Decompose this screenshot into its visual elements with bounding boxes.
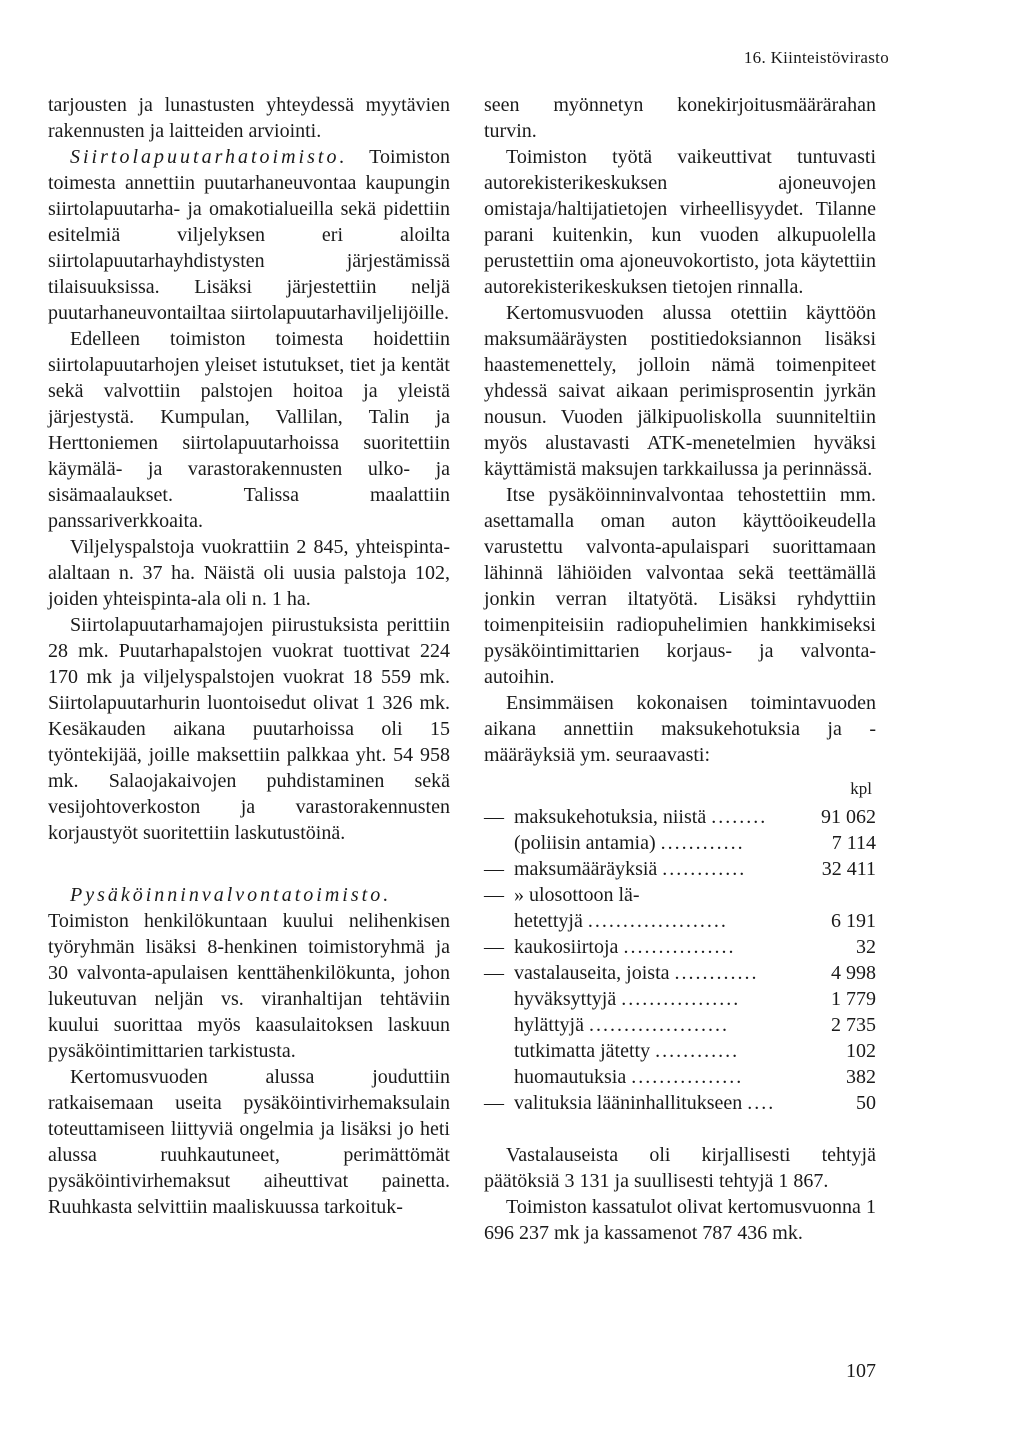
row-value: 2 735 — [831, 1014, 876, 1036]
table-row — [484, 1038, 876, 1064]
row-label: (poliisin antamia) — [514, 832, 656, 854]
page-number: 107 — [846, 1360, 876, 1382]
leader-dots: ................. — [621, 988, 741, 1010]
row-value: 32 411 — [821, 858, 876, 880]
leader-dots: ............ — [662, 858, 747, 880]
row-label: hetettyjä — [514, 910, 583, 932]
row-value: 91 062 — [821, 806, 876, 828]
paragraph-text: Toimiston henkilökuntaan kuului nelihenkisen työryhmän lisäksi 8-henkinen toimistoryhmä ja 30 valvonta-apulaisen kenttähenkilökunta, johon lukeutuvan neljän vs. viranhaltijan tehtäviin kuului suorittaa myös kaasulaitoksen laskuun pysäköintimittarien tarkistusta. — [48, 910, 450, 1062]
row-value: 6 191 — [831, 910, 876, 932]
row-label-cell — [514, 1064, 812, 1090]
paragraph — [48, 144, 450, 326]
row-label: hyväksyttyjä — [514, 988, 617, 1010]
row-label-cell — [514, 856, 812, 882]
paragraph: Kertomusvuoden alussa otettiin käyttöön maksumääräysten postitiedoksiannon lisäksi haastemenettely, jolloin nämä toimenpiteet yhdessä saivat aikaan perimisprosentin jyrkän nousun. Vuoden jälkipuoliskolla suunniteltiin myös alustavasti ATK-menetelmien hyväksi käyttämistä maksujen tarkkailussa ja perinnässä. — [484, 302, 876, 480]
row-dash: — — [484, 936, 504, 958]
row-label: hylättyjä — [514, 1014, 584, 1036]
leader-dots: .... — [747, 1092, 776, 1114]
row-label-cell — [514, 882, 812, 908]
row-label-cell — [514, 908, 812, 934]
paragraph-text: Toimiston toimesta annettiin puutarhaneuvontaa kaupungin siirtolapuutarha- ja omakotialueilla sekä pidettiin esitelmiä viljelyksen eri aloilta siirtolapuutarhayhdistysten järjestämissä tilaisuuksissa. Lisäksi järjestettiin neljä puutarhaneuvontailtaa siirtolapuutarhaviljelijöille. — [48, 146, 450, 324]
paragraph — [48, 882, 450, 1064]
row-value: 32 — [856, 936, 876, 958]
table-row — [484, 934, 876, 960]
row-label: maksukehotuksia, niistä — [514, 806, 707, 828]
table-row — [484, 908, 876, 934]
row-label: vastalauseita, joista — [514, 962, 670, 984]
row-value: 7 114 — [831, 832, 876, 854]
right-column — [484, 92, 876, 1246]
row-label: kaukosiirtoja — [514, 936, 619, 958]
section-heading: Pysäköinninvalvontatoimisto. — [70, 884, 392, 906]
row-label-cell — [514, 1038, 812, 1064]
paragraph: Siirtolapuutarhamajojen piirustuksista perittiin 28 mk. Puutarhapalstojen vuokrat tuottivat 224 170 mk ja viljelyspalstojen vuokrat 18 559 mk. Siirtolapuutarhurin luontoisedut olivat 1 326 mk. Kesäkauden aikana puutarhoissa oli 15 työntekijää, joille maksettiin palkkaa yht. 54 958 mk. Salaojakaivojen puhdistaminen sekä vesijohtoverkoston ja varastorakennusten korjaustyöt suoritettiin laskutustöinä. — [48, 614, 450, 844]
paragraph: Toimiston kassatulot olivat kertomusvuonna 1 696 237 mk ja kassamenot 787 436 mk. — [484, 1196, 876, 1244]
paragraph: Viljelyspalstoja vuokrattiin 2 845, yhteispinta-alaltaan n. 37 ha. Näistä oli uusia palstoja 102, joiden yhteispinta-ala oli n. 1 ha. — [48, 536, 450, 610]
leader-dots: ........ — [711, 806, 768, 828]
paragraph: Kertomusvuoden alussa jouduttiin ratkaisemaan useita pysäköintivirhemaksulain toteuttamiseen liittyviä ongelmia ja lisäksi jo heti alussa ruuhkautuneet, perimättömät pysäköintivirhemaksut aiheuttivat painetta. Ruuhkasta selvittiin maaliskuussa tarkoituk- — [48, 1066, 450, 1218]
paragraph: Edelleen toimiston toimesta hoidettiin siirtolapuutarhojen yleiset istutukset, tiet ja kentät sekä valvottiin palstojen hoitoa ja yleistä järjestystä. Kumpulan, Vallilan, Talin ja Herttoniemen siirtolapuutarhoissa suoritettiin käymälä- ja varastorakennusten ulko- ja sisämaalaukset. Talissa maalattiin panssariverkkoaita. — [48, 328, 450, 532]
table-row — [484, 986, 876, 1012]
table-row — [484, 882, 876, 908]
row-value: 50 — [856, 1092, 876, 1114]
section-heading: Siirtolapuutarhatoimisto. — [70, 146, 348, 168]
leader-dots: ............ — [660, 832, 745, 854]
row-label: maksumääräyksiä — [514, 858, 658, 880]
row-dash: — — [484, 962, 504, 984]
paragraph: Ensimmäisen kokonaisen toimintavuoden aikana annettiin maksukehotuksia ja -määräyksiä ym. seuraavasti: — [484, 692, 876, 766]
row-value: 382 — [846, 1066, 876, 1088]
row-label: » ulosottoon lä- — [514, 884, 640, 906]
row-label-cell — [514, 986, 812, 1012]
row-label-cell — [514, 1090, 812, 1116]
paragraph: tarjousten ja lunastusten yhteydessä myytävien rakennusten ja laitteiden arviointi. — [48, 94, 450, 142]
paragraph: Toimiston työtä vaikeuttivat tuntuvasti autorekisterikeskuksen ajoneuvojen omistaja/haltijatietojen virheellisyydet. Tilanne parani kuitenkin, kun vuoden alkupuolella perustettiin oma ajoneuvokortisto, jota käytettiin autorekisterikeskuksen tietojen rinnalla. — [484, 146, 876, 298]
leader-dots: ................ — [623, 936, 736, 958]
row-dash: — — [484, 884, 504, 906]
paragraph: seen myönnetyn konekirjoitusmäärärahan turvin. — [484, 94, 876, 142]
leader-dots: ............ — [655, 1040, 740, 1062]
leader-dots: .................... — [588, 1014, 729, 1036]
paragraph: Itse pysäköinninvalvontaa tehostettiin mm. asettamalla oman auton käyttöoikeudella varustettu valvonta-apulaispari suorittamaan lähinnä lähiöiden valvontaa sekä teettämällä jonkin verran iltatyötä. Lisäksi ryhdyttiin toimenpiteisiin radiopuhelimien hankkimiseksi pysäköintimittarien korjaus- ja valvonta-autoihin. — [484, 484, 876, 688]
row-value: 4 998 — [831, 962, 876, 984]
table-row — [484, 1064, 876, 1090]
row-dash: — — [484, 1092, 504, 1114]
row-label-cell — [514, 830, 812, 856]
row-dash: — — [484, 858, 504, 880]
row-value: 1 779 — [831, 988, 876, 1010]
row-label: huomautuksia — [514, 1066, 627, 1088]
row-label-cell — [514, 1012, 812, 1038]
table-row — [484, 960, 876, 986]
row-label-cell — [514, 804, 812, 830]
row-label: tutkimatta jätetty — [514, 1040, 651, 1062]
row-dash: — — [484, 806, 504, 828]
leader-dots: ............ — [674, 962, 759, 984]
table-row — [484, 804, 876, 830]
running-header: 16. Kiinteistövirasto — [743, 48, 889, 67]
table-row — [484, 830, 876, 856]
table-row — [484, 1090, 876, 1116]
table-row — [484, 856, 876, 882]
unit-label: kpl — [850, 779, 872, 798]
statistics-table — [484, 776, 876, 1116]
row-value: 102 — [846, 1040, 876, 1062]
row-label-cell — [514, 960, 812, 986]
leader-dots: .................... — [587, 910, 728, 932]
paragraph: Vastalauseista oli kirjallisesti tehtyjä päätöksiä 3 131 ja suullisesti tehtyjä 1 867. — [484, 1144, 876, 1192]
row-label-cell — [514, 934, 812, 960]
table-row — [484, 1012, 876, 1038]
leader-dots: ................ — [631, 1066, 744, 1088]
row-label: valituksia lääninhallitukseen — [514, 1092, 743, 1114]
left-column — [48, 92, 450, 1220]
